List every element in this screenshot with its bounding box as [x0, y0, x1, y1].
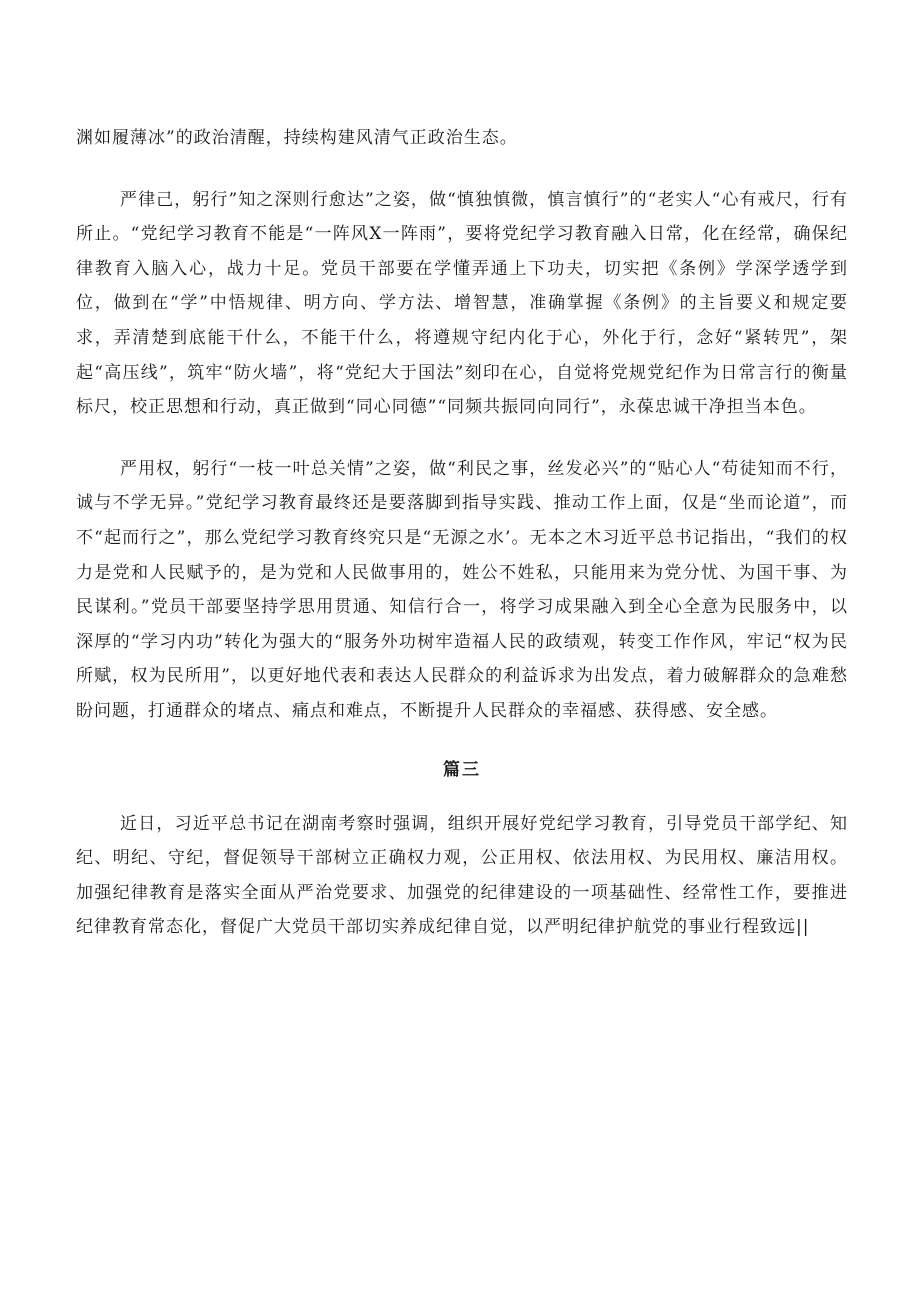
paragraph-section-three: 近日，习近平总书记在湖南考察时强调，组织开展好党纪学习教育，引导党员干部学纪、知纪、明纪、守纪，督促领导干部树立正确权力观，公正用权、依法用权、为民用权、廉洁用权。加强纪律教育是落实全面从严治党要求、加强党的纪律建设的一项基础性、经常性工作，要推进纪律教育常态化，督促广大党员干部切实养成纪律自觉，以严明纪律护航党的事业行程致远||	[76, 813, 848, 938]
paragraph-continued: 渊如履薄冰”的政治清醒，持续构建风清气正政治生态。	[76, 128, 518, 148]
document-body	[76, 121, 848, 945]
section-heading: 篇三	[443, 759, 481, 780]
paragraph-power: 严用权，躬行“一枝一叶总关情”之姿，做“利民之事，丝发必兴”的“贴心人“苟徒知而不行，诚与不学无异。”党纪学习教育最终还是要落脚到指导实践、推动工作上面，仅是“坐而论道”，而不“起而行之”，那么党纪学习教育终究只是“无源之水’。无本之木习近平总书记指出，“我们的权力是党和人民赋予的，是为党和人民做事用的，姓公不姓私，只能用来为党分忧、为国干事、为民谋利。”党员干部要坚持学思用贯通、知信行合一，将学习成果融入到全心全意为民服务中，以深厚的“学习内功”转化为强大的“服务外功树牢造福人民的政绩观，转变工作作风，牢记“权为民所赋，权为民所用”，以更好地代表和表达人民群众的利益诉求为出发点，着力破解群众的急难愁盼问题，打通群众的堵点、痛点和难点，不断提升人民群众的幸福感、获得感、安全感。	[76, 458, 848, 721]
paragraph-discipline: 严律己，躬行”知之深则行愈达”之姿，做“慎独慎微，慎言慎行”的“老实人“心有戒尺，行有所止。“党纪学习教育不能是“一阵风X一阵雨”，要将党纪学习教育融入日常，化在经常，确保纪律教育入脑入心，战力十足。党员干部要在学懂弄通上下功夫，切实把《条例》学深学透学到位，做到在“学”中悟规律、明方向、学方法、增智慧，准确掌握《条例》的主旨要义和规定要求，弄清楚到底能干什么，不能干什么，将遵规守纪内化于心，外化于行，念好“紧转咒”，架起“高压线”，筑牢“防火墙”，将“党纪大于国法”刻印在心，自觉将党规党纪作为日常言行的衡量标尺，校正思想和行动，真正做到“同心同德”“同频共振同向同行”，永葆忠诚干净担当本色。	[76, 189, 848, 418]
